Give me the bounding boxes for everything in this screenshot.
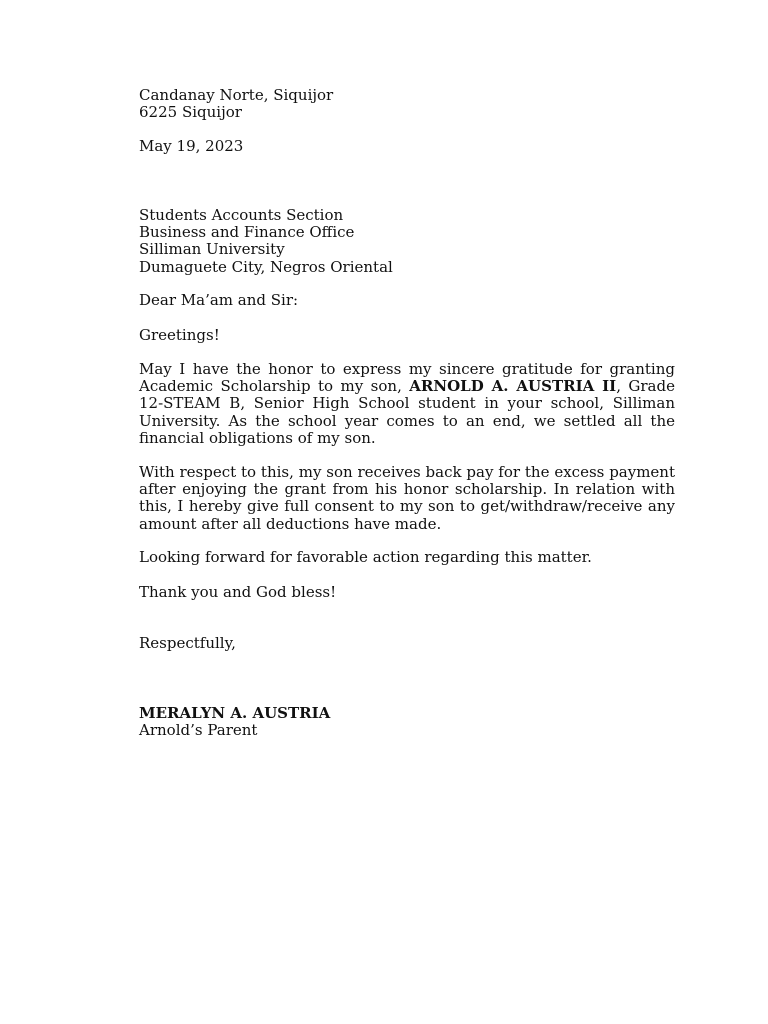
body-paragraph-1 bbox=[139, 361, 675, 447]
p2-text: With respect to this, my son receives back pay for the excess payment after enjoying the grant from his honor scholarship. In relation with this, I hereby give full consent to my son to get/withdraw/receive any amount after all deductions have made. bbox=[139, 463, 675, 533]
p1-text-after: , Grade 12-STEAM B, Senior High School student in your school, Silliman University. As the school year comes to an end, we settled all the financial obligations of my son. bbox=[139, 377, 675, 447]
recipient-address-line4: Dumaguete City, Negros Oriental bbox=[139, 257, 393, 276]
student-name: ARNOLD A. AUSTRIA II bbox=[409, 377, 617, 396]
recipient-address-line2: Business and Finance Office bbox=[139, 223, 355, 242]
date-text: May 19, 2023 bbox=[139, 137, 244, 155]
closing bbox=[139, 635, 675, 652]
greeting bbox=[139, 327, 675, 344]
letter-date bbox=[139, 138, 675, 155]
p1-text-before: May I have the honor to express my sincere gratitude for granting Academic Scholarship to my son, bbox=[139, 360, 675, 396]
body-paragraph-2 bbox=[139, 464, 675, 533]
signatory-name: MERALYN A. AUSTRIA bbox=[139, 704, 331, 722]
greeting-text: Greetings! bbox=[139, 326, 220, 344]
body-paragraph-3 bbox=[139, 549, 675, 566]
sender-address-line2: 6225 Siquijor bbox=[139, 103, 242, 122]
recipient-address-line1: Students Accounts Section bbox=[139, 206, 344, 224]
signatory-title: Arnold’s Parent bbox=[139, 721, 258, 740]
salutation-text: Dear Ma’am and Sir: bbox=[139, 291, 299, 309]
salutation bbox=[139, 292, 675, 309]
sender-address-line1: Candanay Norte, Siquijor bbox=[139, 86, 334, 104]
sender-address bbox=[139, 87, 675, 121]
p3-text: Looking forward for favorable action regarding this matter. bbox=[139, 548, 592, 566]
recipient-address bbox=[139, 207, 675, 276]
p4-text: Thank you and God bless! bbox=[139, 583, 337, 601]
recipient-address-line3: Silliman University bbox=[139, 240, 285, 259]
closing-text: Respectfully, bbox=[139, 634, 236, 652]
signature-block bbox=[139, 705, 675, 739]
body-paragraph-4 bbox=[139, 584, 675, 601]
